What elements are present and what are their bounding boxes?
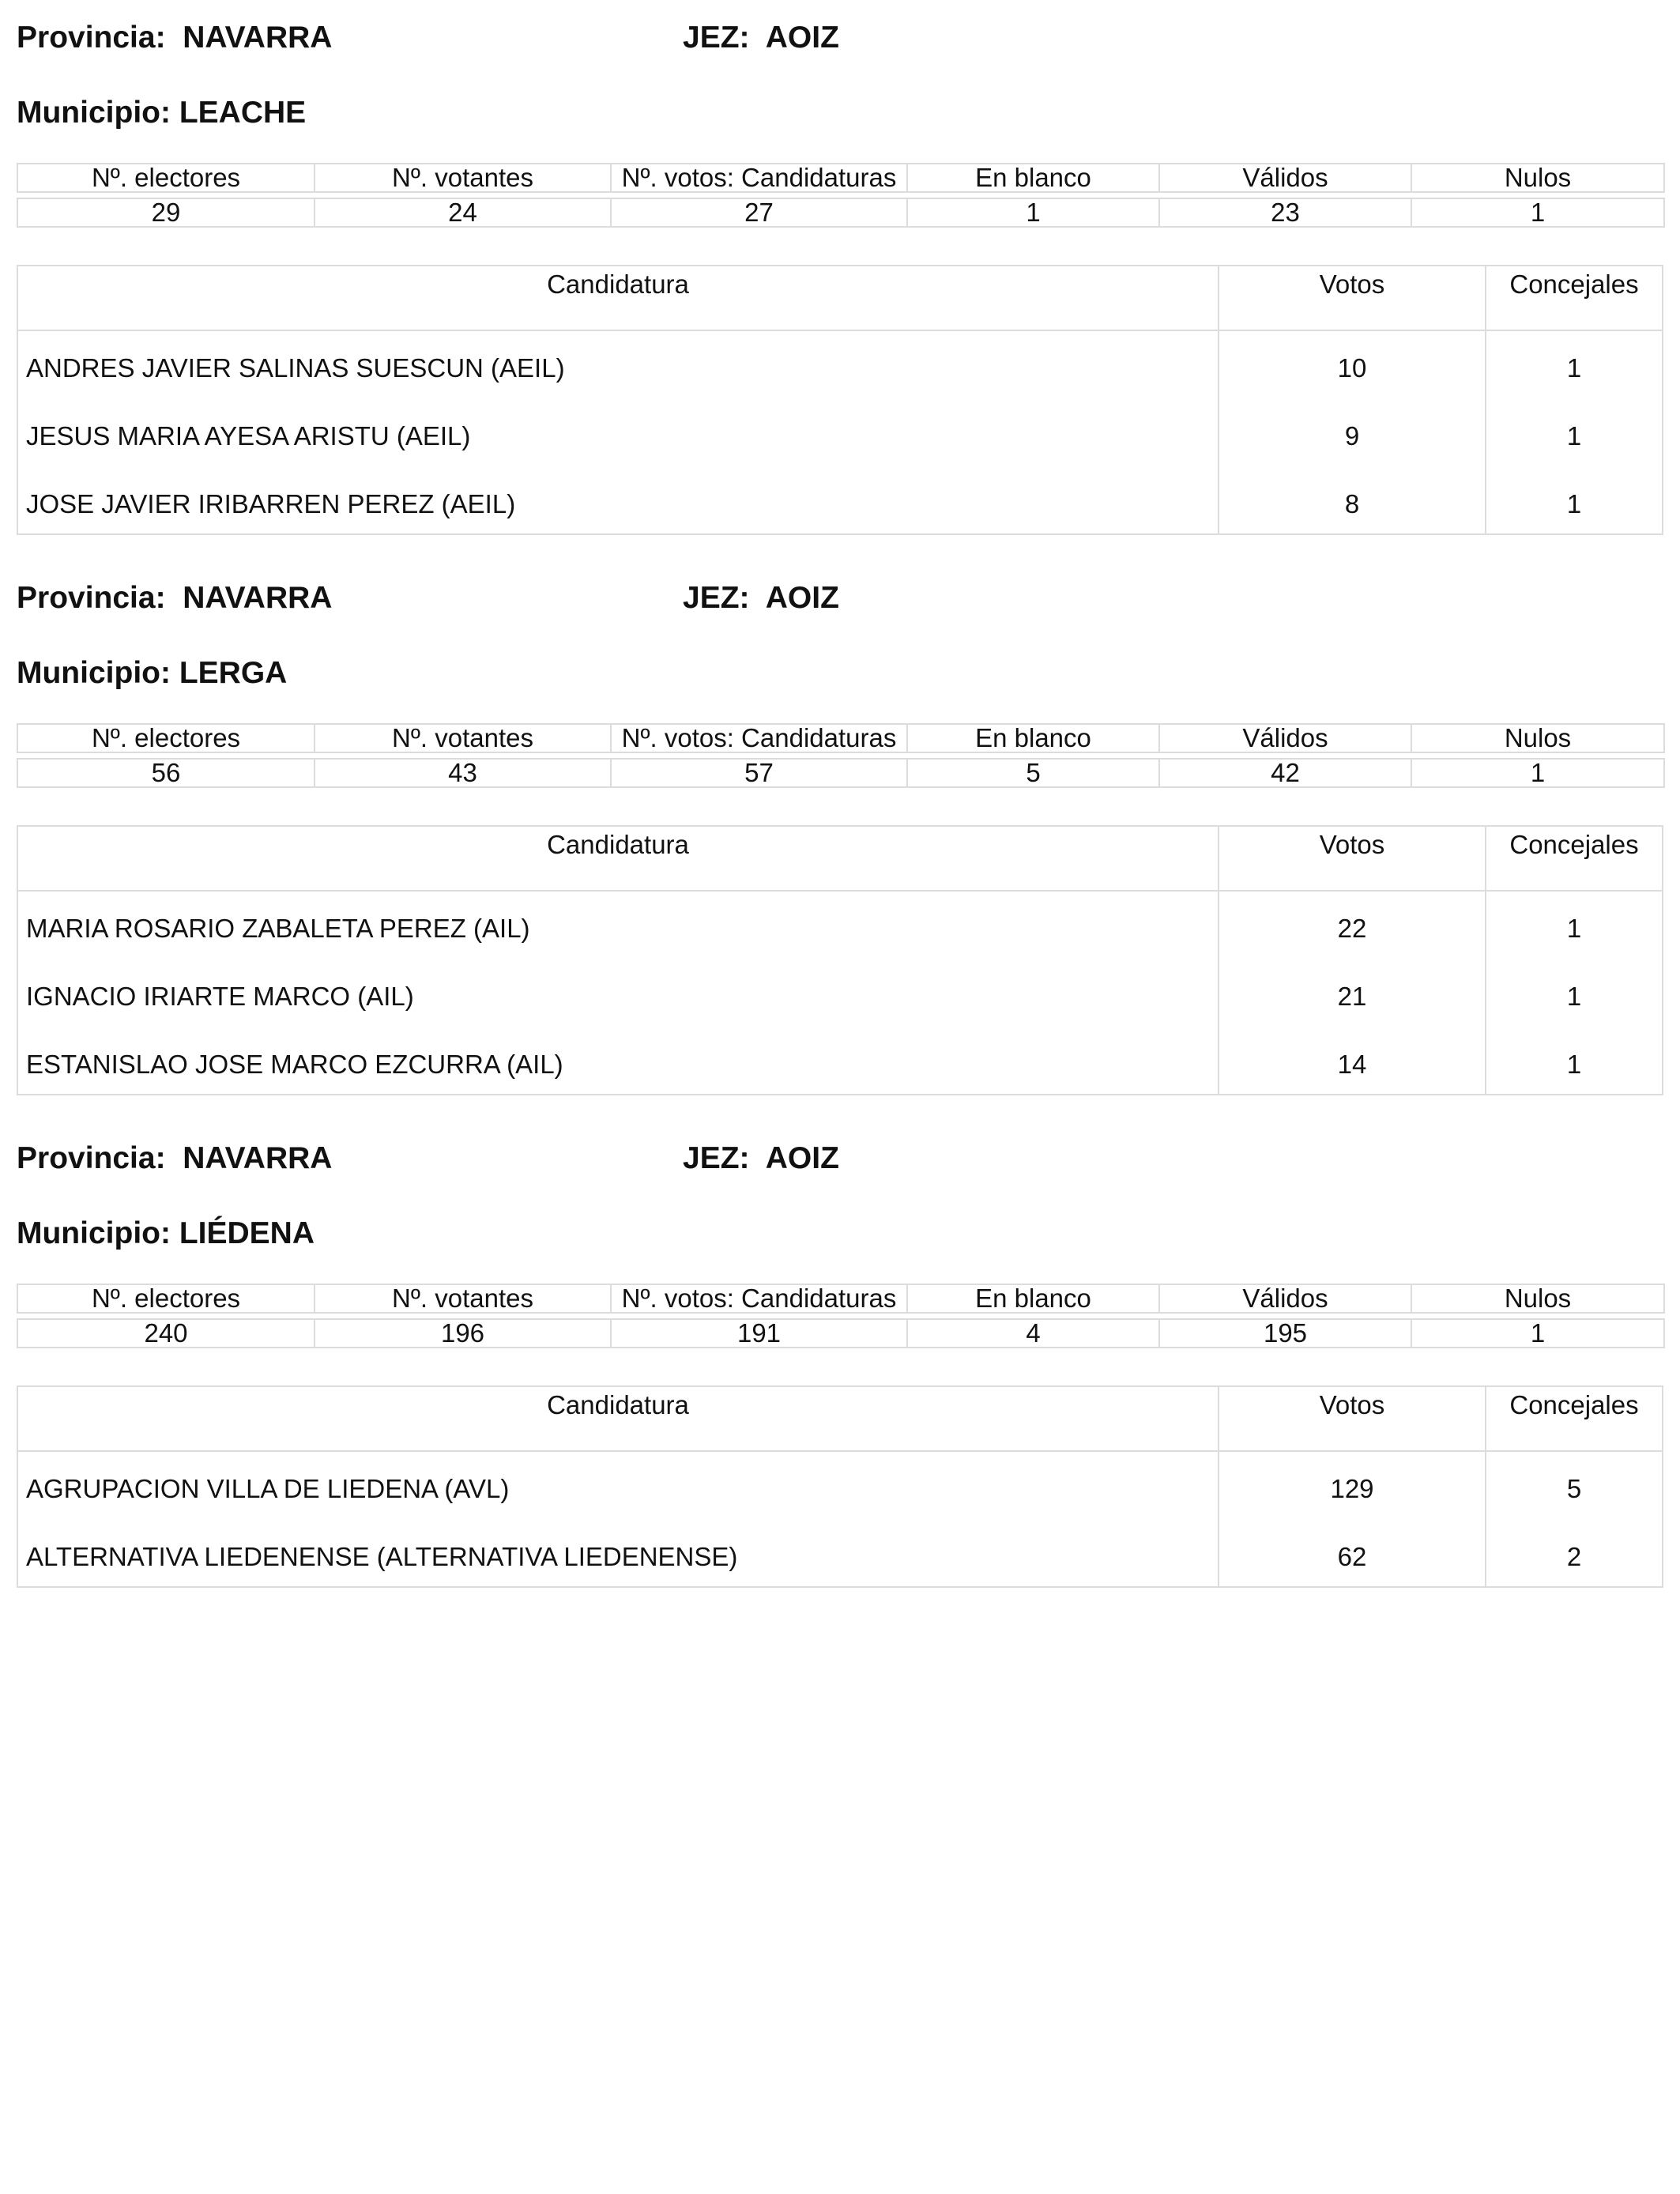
provincia-value: NAVARRA xyxy=(183,21,333,55)
jez-label: JEZ: xyxy=(683,21,750,55)
stats-value-validos: 42 xyxy=(1159,759,1411,787)
header-candidatura: Candidatura xyxy=(18,1387,1219,1450)
municipio-heading xyxy=(17,658,287,688)
jez-label: JEZ: xyxy=(683,1141,750,1175)
stats-value-nulos: 1 xyxy=(1411,198,1664,227)
municipio-value: LIÉDENA xyxy=(179,1216,315,1250)
candidate-votos: 9 xyxy=(1344,421,1360,450)
stats-header-nulos: Nulos xyxy=(1411,724,1664,752)
municipio-label: Municipio: xyxy=(17,656,171,690)
provincia-label: Provincia: xyxy=(17,1141,166,1175)
stats-table xyxy=(17,163,1665,228)
stats-header-en-blanco: En blanco xyxy=(907,1284,1159,1313)
stats-header-electores: Nº. electores xyxy=(17,164,315,192)
stats-value-electores: 240 xyxy=(17,1319,315,1348)
stats-value-en-blanco: 4 xyxy=(907,1319,1159,1348)
candidates-table xyxy=(17,1385,1663,1588)
jez-heading xyxy=(683,582,839,613)
candidate-concejales: 5 xyxy=(1566,1474,1582,1503)
stats-header-en-blanco: En blanco xyxy=(907,724,1159,752)
provincia-heading xyxy=(17,582,332,613)
candidate-name: MARIA ROSARIO ZABALETA PEREZ (AIL) xyxy=(26,914,530,943)
candidate-concejales: 2 xyxy=(1566,1542,1582,1571)
candidate-name: JOSE JAVIER IRIBARREN PEREZ (AEIL) xyxy=(26,489,516,518)
header-concejales: Concejales xyxy=(1509,270,1639,299)
candidate-concejales: 1 xyxy=(1566,1050,1582,1079)
jez-label: JEZ: xyxy=(683,581,750,615)
stats-value-votos-candidaturas: 191 xyxy=(611,1319,907,1348)
stats-value-nulos: 1 xyxy=(1411,759,1664,787)
stats-value-votantes: 43 xyxy=(315,759,611,787)
stats-header-votos-candidaturas: Nº. votos: Candidaturas xyxy=(611,1284,907,1313)
stats-header-votantes: Nº. votantes xyxy=(315,1284,611,1313)
stats-table xyxy=(17,723,1665,788)
candidates-header-row xyxy=(18,827,1662,892)
candidate-name: ANDRES JAVIER SALINAS SUESCUN (AEIL) xyxy=(26,353,565,383)
stats-header-votos-candidaturas: Nº. votos: Candidaturas xyxy=(611,724,907,752)
candidate-name: AGRUPACION VILLA DE LIEDENA (AVL) xyxy=(26,1474,510,1503)
header-votos: Votos xyxy=(1219,1387,1486,1450)
provincia-label: Provincia: xyxy=(17,581,166,615)
provincia-heading xyxy=(17,22,332,53)
candidate-votos: 21 xyxy=(1337,982,1367,1011)
stats-header-electores: Nº. electores xyxy=(17,1284,315,1313)
header-concejales: Concejales xyxy=(1509,830,1639,859)
stats-value-validos: 23 xyxy=(1159,198,1411,227)
candidate-concejales: 1 xyxy=(1566,421,1582,450)
candidate-name: JESUS MARIA AYESA ARISTU (AEIL) xyxy=(26,421,471,450)
jez-heading xyxy=(683,1143,839,1174)
stats-header-row xyxy=(17,1284,1664,1313)
stats-header-validos: Válidos xyxy=(1159,724,1411,752)
stats-header-nulos: Nulos xyxy=(1411,164,1664,192)
jez-value: AOIZ xyxy=(765,21,839,55)
stats-value-en-blanco: 1 xyxy=(907,198,1159,227)
candidate-name: ALTERNATIVA LIEDENENSE (ALTERNATIVA LIEDENENSE) xyxy=(26,1542,738,1571)
municipio-value: LEACHE xyxy=(179,96,307,130)
stats-value-row xyxy=(17,1319,1664,1348)
stats-header-votos-candidaturas: Nº. votos: Candidaturas xyxy=(611,164,907,192)
stats-value-validos: 195 xyxy=(1159,1319,1411,1348)
candidates-table xyxy=(17,825,1663,1095)
stats-header-votantes: Nº. votantes xyxy=(315,724,611,752)
header-candidatura: Candidatura xyxy=(18,266,1219,330)
provincia-value: NAVARRA xyxy=(183,581,333,615)
header-votos: Votos xyxy=(1219,266,1486,330)
stats-header-row xyxy=(17,164,1664,192)
stats-header-validos: Válidos xyxy=(1159,1284,1411,1313)
stats-value-votos-candidaturas: 27 xyxy=(611,198,907,227)
stats-header-nulos: Nulos xyxy=(1411,1284,1664,1313)
provincia-value: NAVARRA xyxy=(183,1141,333,1175)
candidate-votos: 8 xyxy=(1344,489,1360,518)
municipio-heading xyxy=(17,1218,315,1249)
header-concejales: Concejales xyxy=(1509,1390,1639,1419)
candidate-name: ESTANISLAO JOSE MARCO EZCURRA (AIL) xyxy=(26,1050,563,1079)
candidates-table xyxy=(17,265,1663,535)
candidate-concejales: 1 xyxy=(1566,982,1582,1011)
municipio-label: Municipio: xyxy=(17,96,171,130)
header-votos: Votos xyxy=(1219,827,1486,890)
stats-header-votantes: Nº. votantes xyxy=(315,164,611,192)
jez-value: AOIZ xyxy=(765,581,839,615)
candidate-concejales: 1 xyxy=(1566,489,1582,518)
candidate-votos: 10 xyxy=(1337,353,1367,383)
candidates-header-row xyxy=(18,266,1662,331)
stats-value-en-blanco: 5 xyxy=(907,759,1159,787)
candidate-votos: 14 xyxy=(1337,1050,1367,1079)
stats-table xyxy=(17,1284,1665,1348)
provincia-heading xyxy=(17,1143,332,1174)
candidate-votos: 62 xyxy=(1337,1542,1367,1571)
stats-value-row xyxy=(17,759,1664,787)
stats-value-electores: 29 xyxy=(17,198,315,227)
stats-header-electores: Nº. electores xyxy=(17,724,315,752)
stats-value-nulos: 1 xyxy=(1411,1319,1664,1348)
header-candidatura: Candidatura xyxy=(18,827,1219,890)
candidate-votos: 22 xyxy=(1337,914,1367,943)
stats-value-votos-candidaturas: 57 xyxy=(611,759,907,787)
jez-heading xyxy=(683,22,839,53)
stats-value-electores: 56 xyxy=(17,759,315,787)
candidate-concejales: 1 xyxy=(1566,353,1582,383)
municipio-heading xyxy=(17,97,306,128)
stats-value-votantes: 196 xyxy=(315,1319,611,1348)
stats-value-votantes: 24 xyxy=(315,198,611,227)
candidate-votos: 129 xyxy=(1330,1474,1374,1503)
stats-header-row xyxy=(17,724,1664,752)
stats-value-row xyxy=(17,198,1664,227)
municipio-label: Municipio: xyxy=(17,1216,171,1250)
candidate-name: IGNACIO IRIARTE MARCO (AIL) xyxy=(26,982,414,1011)
jez-value: AOIZ xyxy=(765,1141,839,1175)
candidate-concejales: 1 xyxy=(1566,914,1582,943)
municipio-value: LERGA xyxy=(179,656,288,690)
stats-header-en-blanco: En blanco xyxy=(907,164,1159,192)
stats-header-validos: Válidos xyxy=(1159,164,1411,192)
provincia-label: Provincia: xyxy=(17,21,166,55)
candidates-header-row xyxy=(18,1387,1662,1452)
